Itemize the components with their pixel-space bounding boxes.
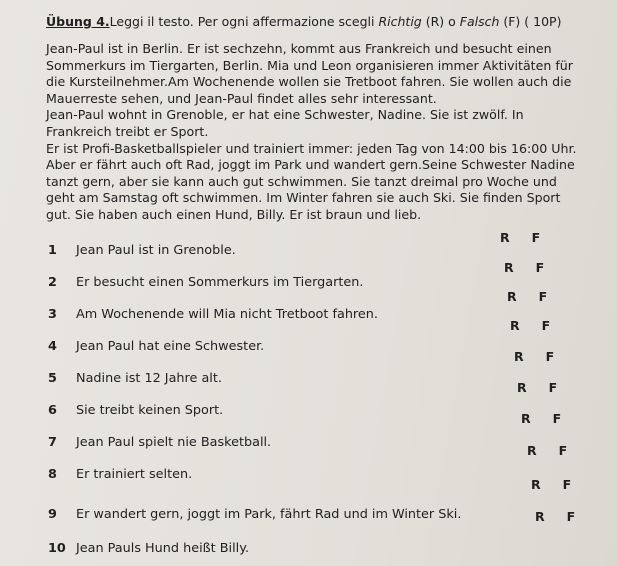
instruction-text-mid: (R) o <box>421 14 460 29</box>
statement-text: Jean Paul hat eine Schwester. <box>76 339 265 354</box>
statement-number: 4 <box>48 339 57 354</box>
statement-number: 6 <box>48 403 57 418</box>
statement-number: 5 <box>48 371 57 386</box>
answer-options-2 <box>504 260 544 275</box>
answer-options-6 <box>517 380 557 395</box>
passage-line: gut. Sie haben auch einen Hund, Billy. Er ist braun und lieb. <box>46 206 422 222</box>
answer-options-10 <box>535 509 575 524</box>
statement-text: Jean Paul ist in Grenoble. <box>76 243 236 258</box>
answer-options-9 <box>531 477 571 492</box>
option-f[interactable]: F <box>545 349 555 364</box>
statement-text: Am Wochenende will Mia nicht Tretboot fahren. <box>76 307 378 322</box>
option-r[interactable]: R <box>510 318 520 333</box>
passage-line: die Kursteilnehmer.Am Wochenende wollen sie Tretboot fahren. Sie wollen auch die <box>46 74 572 90</box>
answer-options-3 <box>507 289 547 304</box>
statement-number: 8 <box>48 467 57 482</box>
statement-number: 7 <box>48 435 57 450</box>
option-f[interactable]: F <box>531 230 541 245</box>
statement-number: 10 <box>48 541 66 556</box>
answer-options-5 <box>514 349 554 364</box>
exercise-title <box>46 14 561 29</box>
option-f[interactable]: F <box>552 411 562 426</box>
statement-text: Jean Pauls Hund heißt Billy. <box>76 541 250 556</box>
option-r[interactable]: R <box>500 230 510 245</box>
answer-options-7 <box>521 411 561 426</box>
passage-line: Sommerkurs im Tiergarten, Berlin. Mia und Leon organisieren immer Aktivitäten für <box>46 57 573 73</box>
passage-line: Mauerreste sehen, und Jean-Paul findet alles sehr interessant. <box>46 90 437 106</box>
option-f[interactable]: F <box>562 477 572 492</box>
option-r[interactable]: R <box>514 349 524 364</box>
statement-1 <box>48 243 236 258</box>
statement-5 <box>48 371 222 386</box>
statement-number: 9 <box>48 507 57 522</box>
answer-options-4 <box>510 318 550 333</box>
option-f[interactable]: F <box>548 380 558 395</box>
passage-line: tanzt gern, aber sie kann auch gut schwimmen. Sie tanzt dreimal pro Woche und <box>46 173 557 189</box>
statement-4 <box>48 339 264 354</box>
passage-line: geht am Samstag oft schwimmen. Im Winter fahren sie auch Ski. Sie finden Sport <box>46 190 561 206</box>
statement-text: Er wandert gern, joggt im Park, fährt Rad und im Winter Ski. <box>76 507 462 522</box>
option-r[interactable]: R <box>527 443 537 458</box>
option-r[interactable]: R <box>517 380 527 395</box>
passage-line: Aber er fährt auch oft Rad, joggt im Park und wandert gern.Seine Schwester Nadine <box>46 157 575 173</box>
statement-number: 1 <box>48 243 57 258</box>
option-f[interactable]: F <box>535 260 545 275</box>
statement-3 <box>48 307 378 322</box>
option-f[interactable]: F <box>541 318 551 333</box>
statement-text: Jean Paul spielt nie Basketball. <box>76 435 272 450</box>
passage-line: Jean-Paul ist in Berlin. Er ist sechzehn, kommt aus Frankreich und besucht einen <box>46 41 552 56</box>
statement-text: Nadine ist 12 Jahre alt. <box>76 371 222 386</box>
statement-10 <box>48 541 249 556</box>
passage-line: Frankreich treibt er Sport. <box>46 123 209 139</box>
option-r[interactable]: R <box>504 260 514 275</box>
statement-text: Sie treibt keinen Sport. <box>76 403 224 418</box>
statement-9 <box>48 507 461 522</box>
statement-number: 3 <box>48 307 57 322</box>
richtig-word: Richtig <box>378 14 422 29</box>
option-r[interactable]: R <box>531 477 541 492</box>
option-f[interactable]: F <box>538 289 548 304</box>
statement-text: Er besucht einen Sommerkurs im Tiergarten. <box>76 275 364 290</box>
option-f[interactable]: F <box>566 509 576 524</box>
option-f[interactable]: F <box>558 443 568 458</box>
points-text: (F) ( 10P) <box>499 14 562 29</box>
instruction-text: Leggi il testo. Per ogni affermazione scegli <box>109 14 379 29</box>
option-r[interactable]: R <box>507 289 517 304</box>
statement-6 <box>48 403 223 418</box>
option-r[interactable]: R <box>535 509 545 524</box>
statement-7 <box>48 435 271 450</box>
answer-options-1 <box>500 230 540 245</box>
exercise-number: Übung 4. <box>46 14 110 29</box>
passage-line: Jean-Paul wohnt in Grenoble, er hat eine Schwester, Nadine. Sie ist zwölf. In <box>46 107 524 123</box>
reading-passage <box>46 41 586 224</box>
falsch-word: Falsch <box>459 14 500 29</box>
statement-text: Er trainiert selten. <box>76 467 193 482</box>
option-r[interactable]: R <box>521 411 531 426</box>
answer-options-8 <box>527 443 567 458</box>
passage-line: Er ist Profi-Basketballspieler und trainiert immer: jeden Tag von 14:00 bis 16:00 Uhr. <box>46 140 577 156</box>
statement-2 <box>48 275 363 290</box>
statement-number: 2 <box>48 275 57 290</box>
statement-8 <box>48 467 192 482</box>
